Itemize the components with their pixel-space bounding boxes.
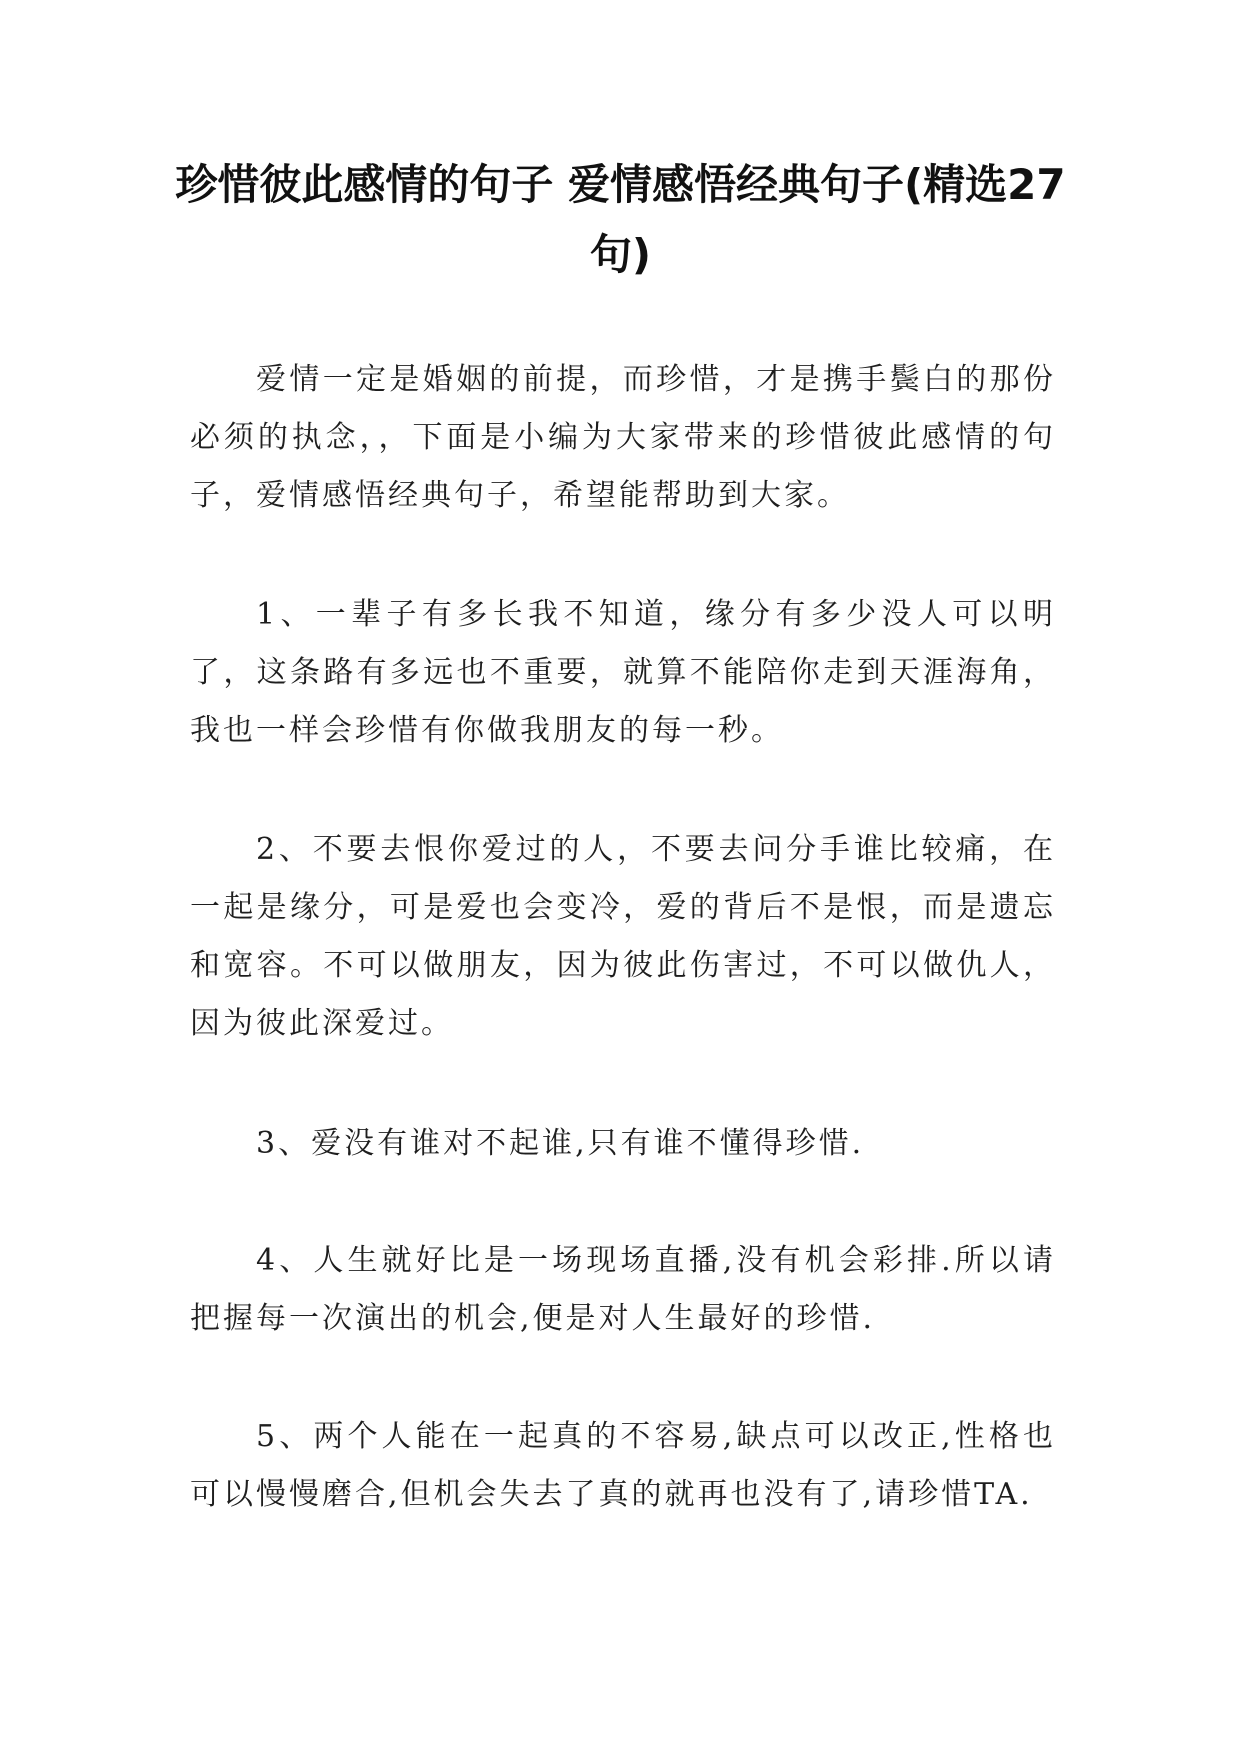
quote-item-2: 2、不要去恨你爱过的人，不要去问分手谁比较痛，在一起是缘分，可是爱也会变冷，爱的背后不是恨，而是遗忘和宽容。不可以做朋友，因为彼此伤害过，不可以做仇人，因为彼此深爱过。 [190,832,1056,1041]
quote-item-5: 5、两个人能在一起真的不容易,缺点可以改正,性格也可以慢慢磨合,但机会失去了真的就再也没有了,请珍惜TA. [190,1419,1056,1512]
quote-item-3: 3、爱没有谁对不起谁,只有谁不懂得珍惜. [256,1126,865,1161]
intro-paragraph: 爱情一定是婚姻的前提，而珍惜，才是携手鬓白的那份必须的执念，，下面是小编为大家带来的珍惜彼此感情的句子，爱情感悟经典句子，希望能帮助到大家。 [190,362,1056,513]
document-title: 珍惜彼此感情的句子 爱情感悟经典句子(精选27句) [175,160,1066,279]
quote-item-1: 1、一辈子有多长我不知道，缘分有多少没人可以明了，这条路有多远也不重要，就算不能陪你走到天涯海角，我也一样会珍惜有你做我朋友的每一秒。 [190,597,1056,748]
quote-item-4: 4、人生就好比是一场现场直播,没有机会彩排.所以请把握每一次演出的机会,便是对人生最好的珍惜. [190,1243,1056,1336]
